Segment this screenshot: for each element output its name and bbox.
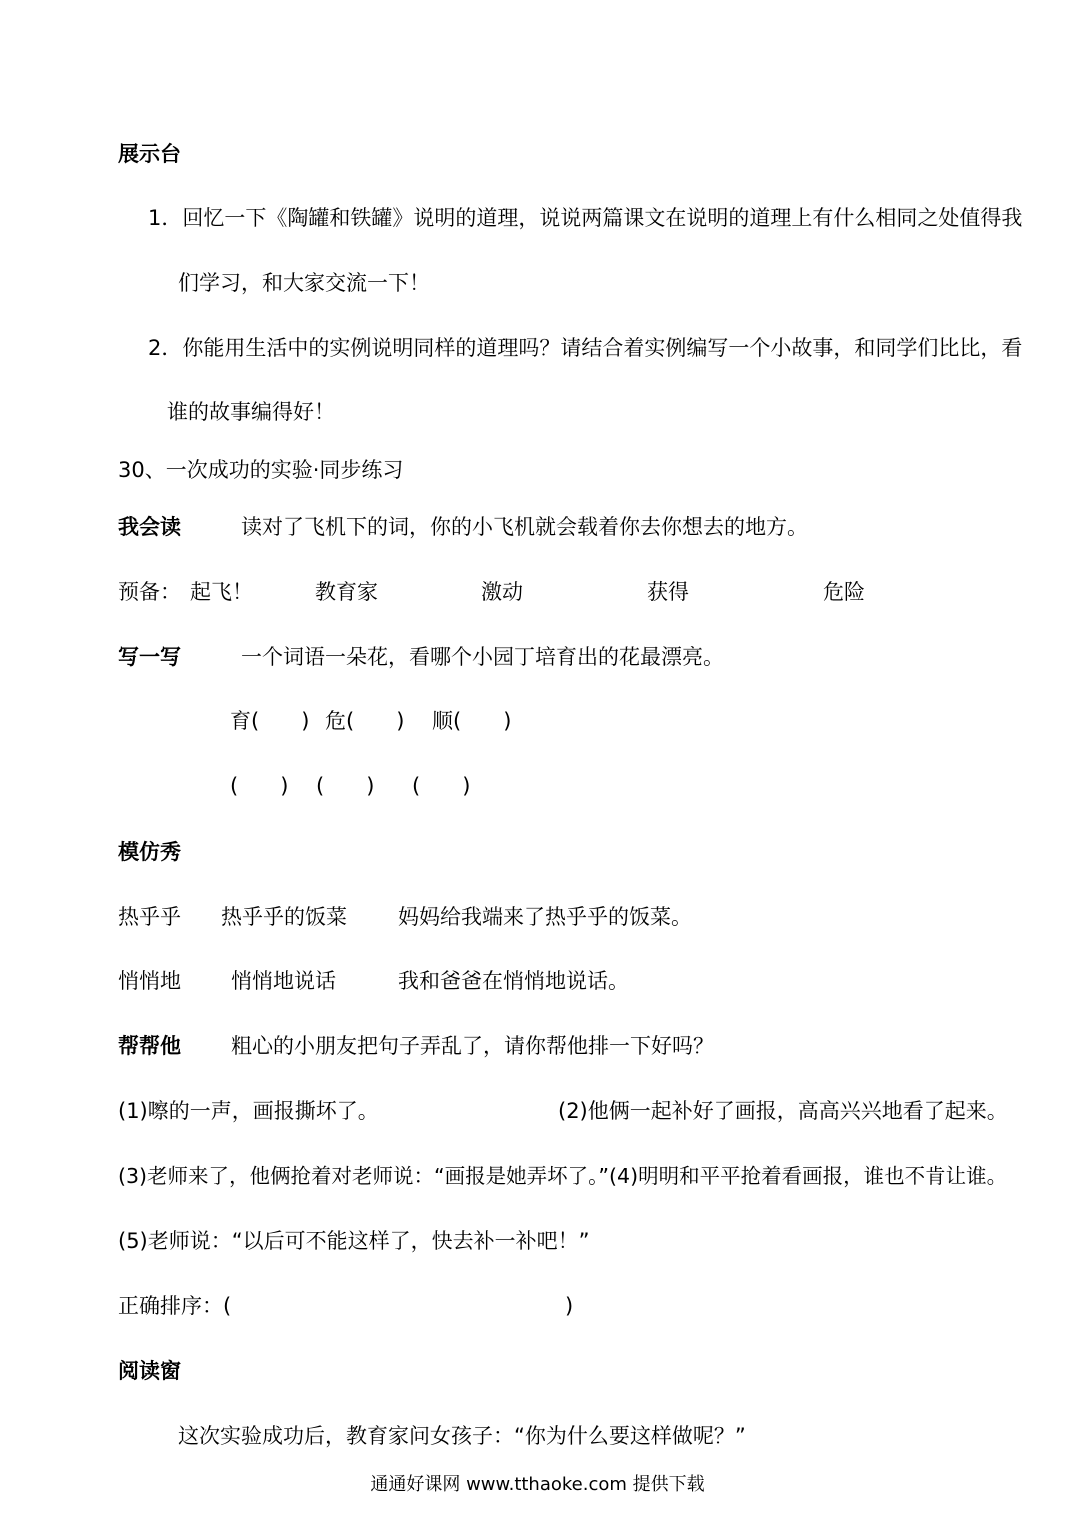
write-blank-6[interactable]: ( )	[412, 774, 471, 798]
imitate-row-2-sentence: 我和爸爸在悄悄地说话。	[398, 969, 629, 993]
write-heading: 写一写	[118, 645, 181, 669]
reading-heading: 阅读窗	[118, 1359, 181, 1383]
read-heading: 我会读	[118, 515, 181, 539]
read-instruction: 读对了飞机下的词，你的小飞机就会载着你去你想去的地方。	[241, 515, 808, 539]
reading-paragraph: 这次实验成功后，教育家问女孩子：“你为什么要这样做呢？”	[178, 1424, 746, 1448]
showcase-item-2-line-2: 谁的故事编得好！	[167, 400, 335, 424]
read-word-4: 获得	[647, 580, 689, 604]
read-word-5: 危险	[823, 580, 865, 604]
showcase-item-1-line-1: 1．回忆一下《陶罐和铁罐》说明的道理，说说两篇课文在说明的道理上有什么相同之处值得我	[148, 206, 1023, 230]
help-heading: 帮帮他	[118, 1034, 181, 1058]
write-blank-3[interactable]: 顺( )	[432, 709, 512, 733]
footer-text: 通通好课网 www.tthaoke.com 提供下载	[370, 1474, 705, 1495]
help-sentence-3-4: (3)老师来了，他俩抢着对老师说：“画报是她弄坏了。”(4)明明和平平抢着看画报，谁也不肯让谁。	[118, 1164, 1008, 1188]
help-sentence-1: (1)嚓的一声，画报撕坏了。	[118, 1099, 379, 1123]
write-blank-5[interactable]: ( )	[316, 774, 375, 798]
read-prefix: 预备：	[118, 580, 181, 604]
showcase-item-1-line-2: 们学习，和大家交流一下！	[178, 271, 430, 295]
write-blank-2[interactable]: 危( )	[325, 709, 405, 733]
imitate-row-1-sentence: 妈妈给我端来了热乎乎的饭菜。	[398, 905, 692, 929]
help-answer-close: )	[565, 1294, 574, 1318]
read-word-1: 起飞！	[190, 580, 253, 604]
imitate-row-1-phrase: 热乎乎的饭菜	[221, 905, 347, 929]
help-instruction: 粗心的小朋友把句子弄乱了，请你帮他排一下好吗？	[231, 1034, 714, 1058]
imitate-row-1-word: 热乎乎	[118, 905, 181, 929]
help-answer-label: 正确排序：(	[118, 1294, 232, 1318]
write-blank-4[interactable]: ( )	[230, 774, 289, 798]
help-sentence-2: (2)他俩一起补好了画报，高高兴兴地看了起来。	[558, 1099, 1008, 1123]
lesson-title: 30、一次成功的实验·同步练习	[118, 458, 404, 482]
help-sentence-5: (5)老师说：“以后可不能这样了，快去补一补吧！”	[118, 1229, 590, 1253]
imitate-row-2-phrase: 悄悄地说话	[231, 969, 336, 993]
imitate-heading: 模仿秀	[118, 840, 181, 864]
write-blank-1[interactable]: 育( )	[230, 709, 310, 733]
showcase-heading: 展示台	[118, 142, 181, 166]
help-answer-blank[interactable]	[240, 1292, 560, 1320]
imitate-row-2-word: 悄悄地	[118, 969, 181, 993]
showcase-item-2-line-1: 2．你能用生活中的实例说明同样的道理吗？请结合着实例编写一个小故事，和同学们比比，看	[148, 336, 1023, 360]
write-instruction: 一个词语一朵花，看哪个小园丁培育出的花最漂亮。	[241, 645, 724, 669]
read-word-2: 教育家	[315, 580, 378, 604]
read-word-3: 激动	[481, 580, 523, 604]
